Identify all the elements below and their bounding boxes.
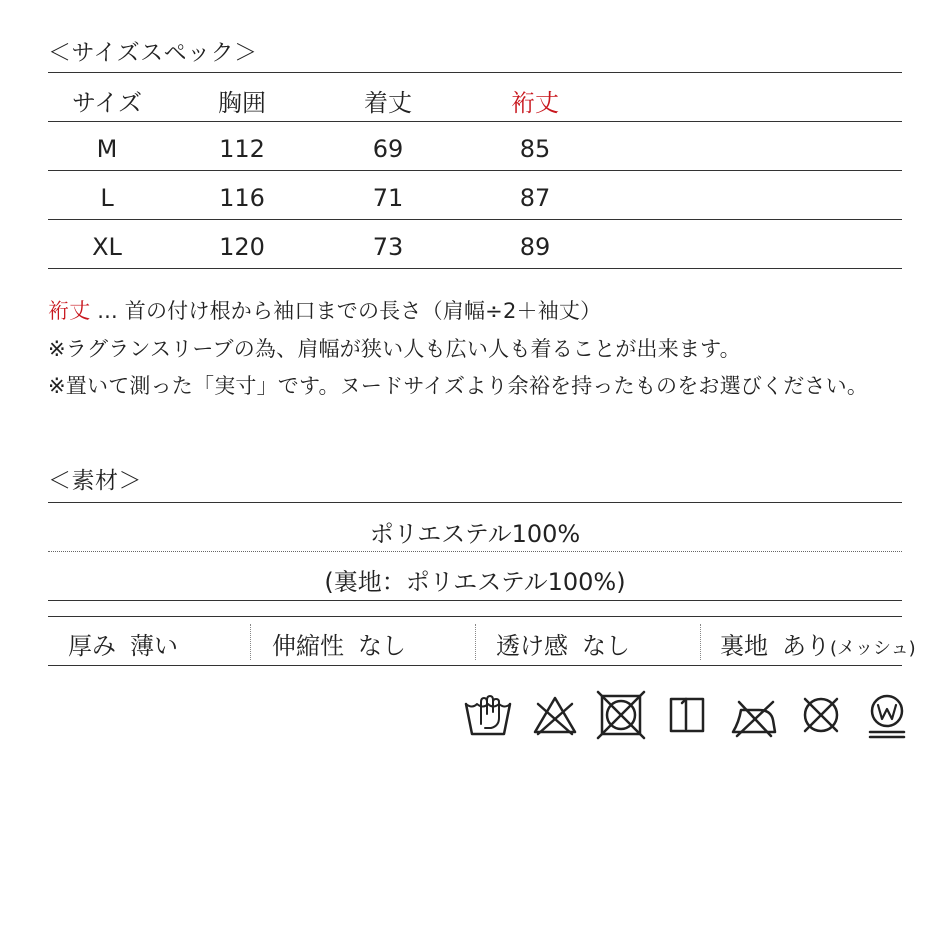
property-divider	[475, 624, 476, 660]
row-chest: 120	[219, 233, 265, 261]
header-length: 着丈	[364, 89, 412, 117]
table-rule	[48, 219, 902, 220]
row-chest: 112	[219, 135, 265, 163]
note-sleeve-definition	[48, 295, 601, 325]
property-divider	[700, 624, 701, 660]
row-length: 73	[372, 233, 404, 261]
material-outer: ポリエステル100%	[369, 520, 581, 548]
row-size: M	[96, 135, 118, 163]
property-label: 透け感	[496, 632, 568, 660]
property-lining	[720, 626, 916, 661]
table-rule	[48, 121, 902, 122]
material-rule-dotted	[48, 551, 902, 552]
property-label: 厚み	[68, 632, 116, 660]
property-value: なし	[358, 632, 406, 660]
material-rule-bottom	[48, 600, 902, 601]
row-size: XL	[92, 233, 122, 261]
property-value: なし	[582, 632, 630, 660]
property-detail: (メッシュ)	[830, 638, 916, 659]
row-chest: 116	[219, 184, 265, 212]
table-rule	[48, 170, 902, 171]
material-lining: (裏地：ポリエステル100%)	[324, 568, 626, 596]
property-value: あり	[782, 632, 830, 660]
table-rule-top	[48, 72, 902, 73]
no-bleach-icon	[530, 690, 580, 740]
property-value: 薄い	[130, 632, 178, 660]
note-sleeve-text: ... 首の付け根から袖口までの長さ（肩幅÷2＋袖丈）	[90, 299, 602, 323]
material-title: ＜素材＞	[48, 468, 142, 494]
size-spec-title: ＜サイズスペック＞	[48, 40, 258, 66]
wet-clean-gentle-icon	[862, 690, 912, 740]
header-size: サイズ	[71, 89, 143, 117]
row-sleeve: 89	[519, 233, 551, 261]
row-sleeve: 85	[519, 135, 551, 163]
row-length: 69	[372, 135, 404, 163]
hand-wash-icon	[463, 690, 513, 740]
row-sleeve: 87	[519, 184, 551, 212]
property-stretch	[272, 626, 406, 661]
properties-rule-bottom	[48, 665, 902, 666]
header-sleeve: 裄丈	[511, 89, 559, 117]
line-dry-icon	[662, 690, 712, 740]
table-rule-bottom	[48, 268, 902, 269]
property-thickness	[68, 626, 178, 661]
header-chest: 胸囲	[218, 89, 266, 117]
note-measurement: ※置いて測った「実寸」です。ヌードサイズより余裕を持ったものをお選びください。	[48, 374, 869, 398]
property-see-through	[496, 626, 630, 661]
row-size: L	[100, 184, 114, 212]
row-length: 71	[372, 184, 404, 212]
note-raglan: ※ラグランスリーブの為、肩幅が狭い人も広い人も着ることが出来ます。	[48, 337, 741, 361]
property-label: 裏地	[720, 632, 768, 660]
property-label: 伸縮性	[272, 632, 344, 660]
properties-rule-top	[48, 616, 902, 617]
material-rule-top	[48, 502, 902, 503]
property-divider	[250, 624, 251, 660]
no-tumble-dry-icon	[596, 690, 646, 740]
no-dry-clean-icon	[796, 690, 846, 740]
note-sleeve-term: 裄丈	[48, 299, 91, 323]
no-iron-icon	[729, 690, 779, 740]
